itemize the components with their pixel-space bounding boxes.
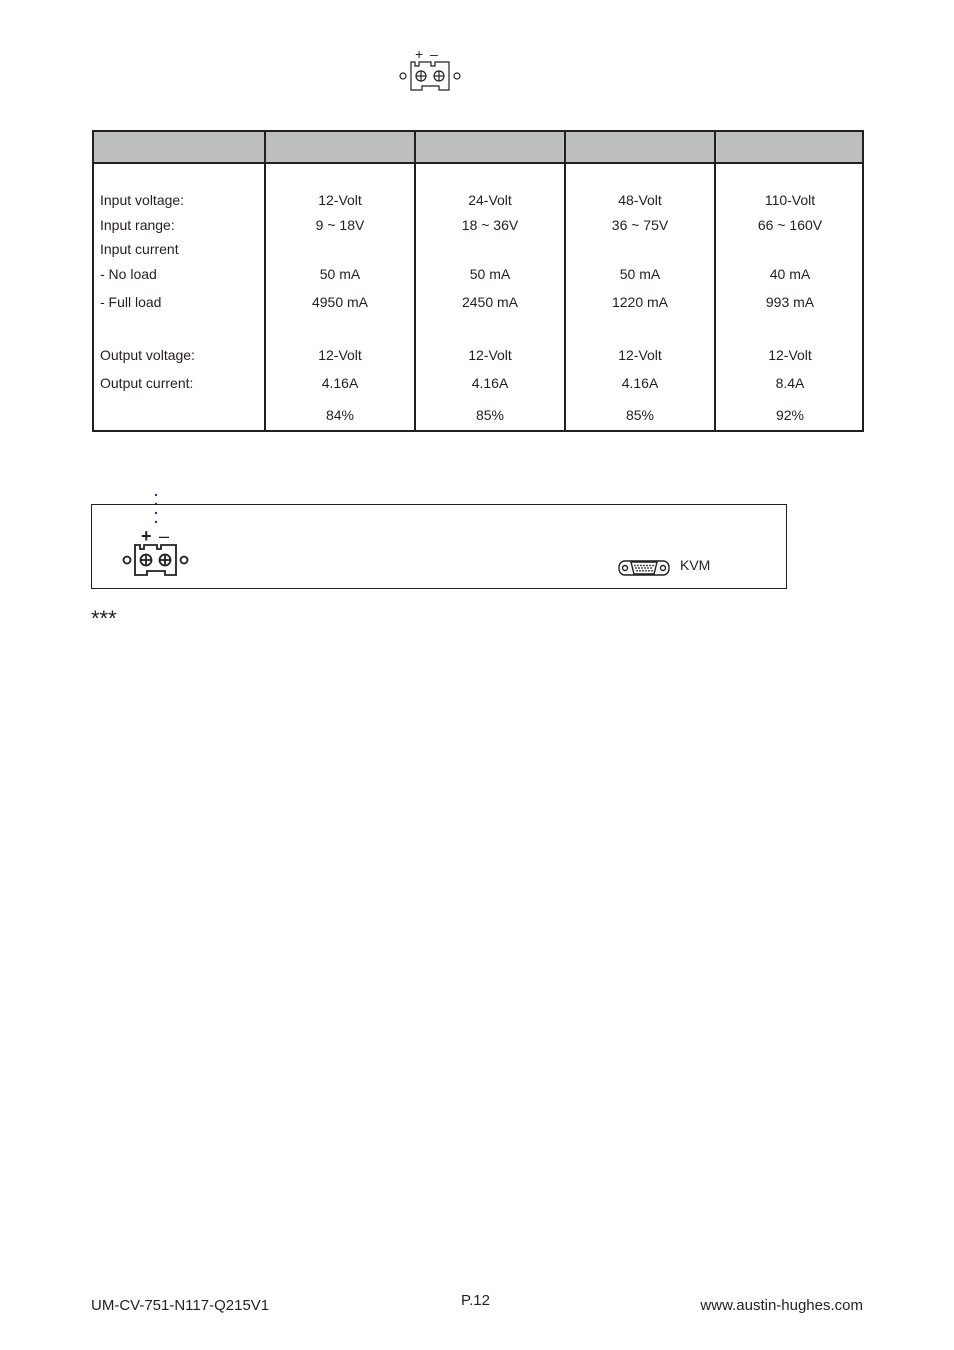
footer-website: www.austin-hughes.com — [700, 1297, 863, 1314]
row-label-output-current: Output current: — [100, 375, 194, 391]
cell-no-load: 50 mA — [469, 266, 511, 282]
cell-output-current: 4.16A — [621, 375, 659, 391]
cell-efficiency: 85% — [625, 407, 655, 423]
kvm-label: KVM — [680, 557, 711, 573]
plus-sign: + — [415, 46, 424, 62]
table-header-row — [94, 132, 862, 164]
cell-output-current: 4.16A — [321, 375, 359, 391]
panel-plus-sign: + — [141, 526, 152, 546]
cell-efficiency: 84% — [325, 407, 355, 423]
cell-efficiency: 92% — [775, 407, 805, 423]
cell-output-current: 4.16A — [471, 375, 509, 391]
cell-no-load: 50 mA — [619, 266, 661, 282]
panel-terminal-block-icon — [121, 541, 191, 579]
cell-output-voltage: 12-Volt — [768, 347, 812, 363]
cell-input-voltage: 12-Volt — [318, 192, 362, 208]
footer-document-code: UM-CV-751-N117-Q215V1 — [91, 1297, 270, 1314]
row-label-input-range: Input range: — [100, 217, 175, 233]
cell-full-load: 4950 mA — [311, 294, 369, 310]
vga-port-icon — [618, 557, 670, 579]
row-label-input-voltage: Input voltage: — [100, 192, 185, 208]
cell-output-voltage: 12-Volt — [468, 347, 512, 363]
footnote-asterisks: *** — [91, 606, 117, 631]
cell-full-load: 993 mA — [765, 294, 815, 310]
cell-efficiency: 85% — [475, 407, 505, 423]
panel-minus-sign: – — [159, 526, 170, 546]
rear-panel-diagram — [91, 504, 787, 589]
cell-output-voltage: 12-Volt — [318, 347, 362, 363]
row-label-output-voltage: Output voltage: — [100, 347, 195, 363]
row-label-full-load: - Full load — [100, 294, 162, 310]
footer-page-number: P.12 — [461, 1292, 490, 1309]
cell-output-voltage: 12-Volt — [618, 347, 662, 363]
cell-full-load: 2450 mA — [461, 294, 519, 310]
cell-input-voltage: 48-Volt — [618, 192, 662, 208]
cell-input-range: 9 ~ 18V — [315, 217, 365, 233]
cell-no-load: 40 mA — [769, 266, 811, 282]
cell-input-voltage: 24-Volt — [468, 192, 512, 208]
power-spec-table — [92, 130, 864, 432]
row-label-input-current: Input current — [100, 241, 179, 257]
cell-input-range: 66 ~ 160V — [757, 217, 823, 233]
cell-input-range: 36 ~ 75V — [611, 217, 669, 233]
cell-input-range: 18 ~ 36V — [461, 217, 519, 233]
minus-sign: – — [430, 46, 438, 62]
cell-no-load: 50 mA — [319, 266, 361, 282]
top-dc-terminal-connector — [398, 48, 462, 94]
cell-input-voltage: 110-Volt — [764, 192, 816, 208]
cell-output-current: 8.4A — [775, 375, 805, 391]
row-label-no-load: - No load — [100, 266, 157, 282]
terminal-block-icon — [398, 58, 462, 94]
cell-full-load: 1220 mA — [611, 294, 669, 310]
